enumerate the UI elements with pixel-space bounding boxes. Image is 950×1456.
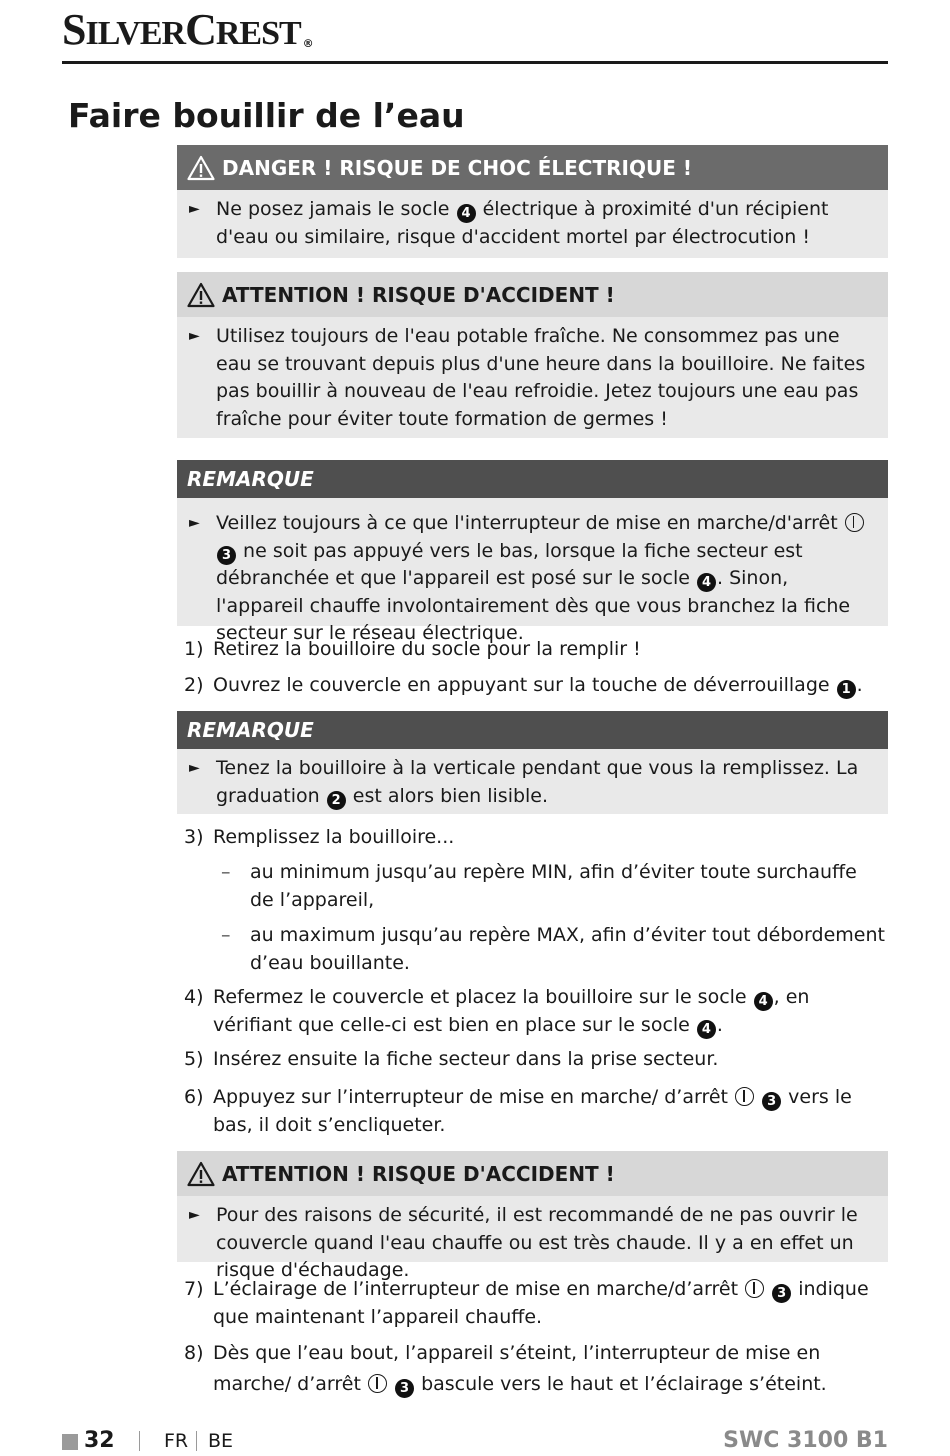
danger-text: ► Ne posez jamais le socle 4 électrique à proximité d'un récipient d'eau ou similaire, risque d'accident mortel par électrocution ! (189, 198, 829, 248)
step-3-sub-2: – au maximum jusqu’au repère MAX, afin d’éviter tout débordement d’eau bouillante. (221, 924, 885, 974)
power-symbol-icon (735, 1087, 754, 1106)
brand-logo: SILVERCREST ® (62, 5, 313, 54)
ref-number: 3 (762, 1092, 781, 1111)
note-heading-2: REMARQUE (177, 711, 888, 749)
step-7: 7) L’éclairage de l’interrupteur de mise en marche/d’arrêt 3 indique que maintenant l’appareil chauffe. (184, 1278, 869, 1328)
attention-box-1 (177, 272, 888, 438)
danger-heading: DANGER ! RISQUE DE CHOC ÉLECTRIQUE ! (177, 145, 888, 190)
arrow-bullet-icon: ► (189, 515, 200, 531)
power-symbol-icon (368, 1374, 387, 1393)
warning-triangle-icon (187, 1161, 215, 1187)
page-footer (62, 1426, 888, 1456)
attention-heading-2: ATTENTION ! RISQUE D'ACCIDENT ! (177, 1151, 888, 1196)
note-text-2: ► Tenez la bouilloire à la verticale pendant que vous la remplissez. La graduation 2 est alors bien lisible. (189, 757, 859, 808)
ref-number: 4 (697, 1020, 716, 1039)
ref-number: 1 (837, 680, 856, 699)
step-3-sub-1: – au minimum jusqu’au repère MIN, afin d’éviter toute surchauffe de l’appareil, (221, 861, 857, 911)
ref-number: 2 (327, 791, 346, 810)
footer-separator (196, 1431, 197, 1451)
header-rule (62, 61, 888, 64)
arrow-bullet-icon: ► (189, 1207, 200, 1223)
arrow-bullet-icon: ► (189, 328, 200, 344)
step-1: 1) Retirez la bouilloire du socle pour la remplir ! (184, 638, 641, 660)
warning-triangle-icon (187, 282, 215, 308)
note-heading-1: REMARQUE (177, 460, 888, 498)
note-box-1 (177, 460, 888, 644)
ref-number: 3 (772, 1284, 791, 1303)
ref-number: 3 (395, 1379, 414, 1398)
page-number: 32 (84, 1428, 115, 1453)
warning-triangle-icon (187, 155, 215, 181)
page-title: Faire bouillir de l’eau (68, 96, 465, 135)
step-6: 6) Appuyez sur l’interrupteur de mise en marche/ d’arrêt 3 vers le bas, il doit s’encliqueter. (184, 1086, 852, 1136)
danger-box (177, 145, 888, 258)
power-symbol-icon (745, 1279, 764, 1298)
step-5: 5) Insérez ensuite la fiche secteur dans la prise secteur. (184, 1048, 719, 1070)
language-fr: FR (164, 1430, 189, 1452)
model-number: SWC 3100 B1 (723, 1428, 888, 1453)
arrow-bullet-icon: ► (189, 201, 200, 217)
step-4: 4) Refermez le couvercle et placez la bouilloire sur le socle 4 , en vérifiant que celle-ci est bien en place sur le socle 4 . (184, 986, 810, 1037)
step-3: 3) Remplissez la bouilloire... (184, 826, 455, 848)
ref-number: 4 (457, 204, 476, 223)
language-be: BE (208, 1430, 234, 1452)
step-2: 2) Ouvrez le couvercle en appuyant sur la touche de déverrouillage 1 . (184, 674, 863, 697)
ref-number: 4 (697, 573, 716, 592)
power-symbol-icon (845, 513, 864, 532)
footer-separator (139, 1431, 140, 1451)
attention-text-2: ► Pour des raisons de sécurité, il est recommandé de ne pas ouvrir le couvercle quand l'eau chauffe ou est très chaude. Il y a en effet un risque d'échaudage. (189, 1204, 858, 1281)
arrow-bullet-icon: ► (189, 760, 200, 776)
ref-number: 4 (754, 992, 773, 1011)
note-text-1: ► Veillez toujours à ce que l'interrupteur de mise en marche/d'arrêt 3 ne soit pas appuyé vers le bas, lorsque la fiche secteur est débranchée et que l'appareil est posé sur le socle 4 . Sinon, l'appareil chauffe involontairement dès que vous branchez la fiche secteur sur le réseau électrique. (177, 498, 888, 656)
footer-square-icon (62, 1434, 78, 1450)
step-8: 8) Dès que l’eau bout, l’appareil s’éteint, l’interrupteur de mise en marche/ d’arrêt 3 bascule vers le haut et l’éclairage s’éteint. (184, 1342, 827, 1396)
attention-heading-1: ATTENTION ! RISQUE D'ACCIDENT ! (177, 272, 888, 317)
ref-number: 3 (217, 546, 236, 565)
note-box-2 (177, 711, 888, 814)
attention-box-2 (177, 1151, 888, 1281)
attention-text-1: ► Utilisez toujours de l'eau potable fraîche. Ne consommez pas une eau se trouvant depuis plus d'une heure dans la bouilloire. Ne faites pas bouillir à nouveau de l'eau refroidie. Jetez toujours une eau pas fraîche pour éviter toute formation de germes ! (189, 325, 866, 430)
